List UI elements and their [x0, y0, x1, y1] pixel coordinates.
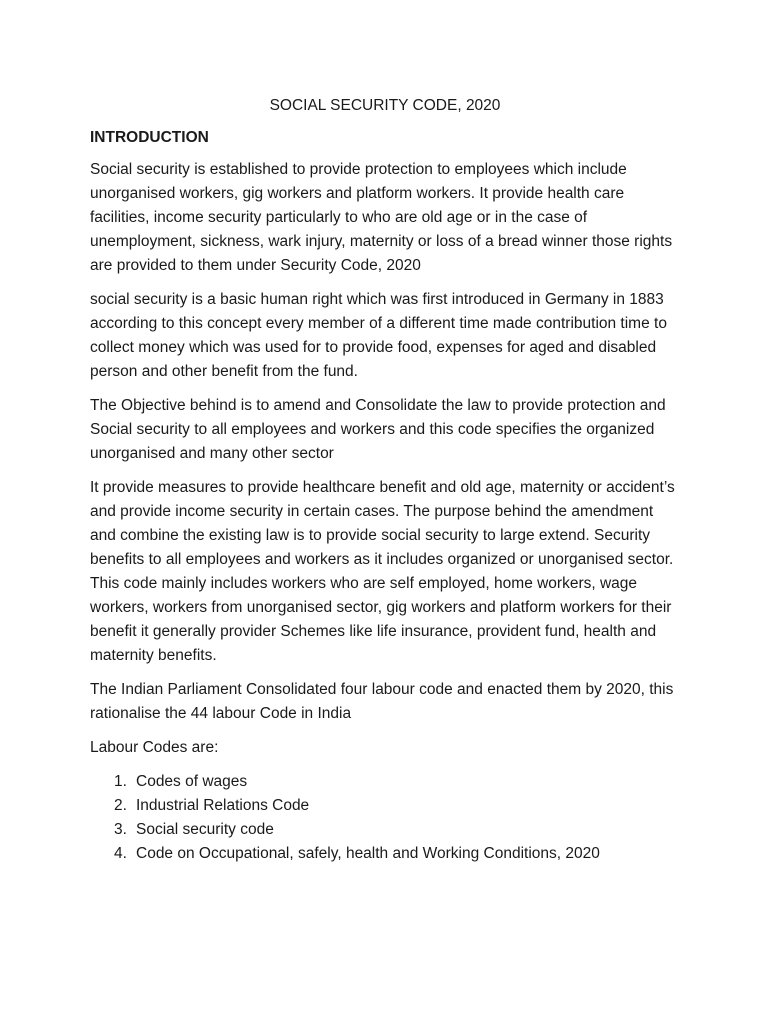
list-item-text: Industrial Relations Code — [136, 797, 310, 814]
list-item-text: Codes of wages — [136, 773, 248, 790]
paragraph: social security is a basic human right which was first introduced in Germany in 1883 according to this concept every member of a different time made contribution time to collect money which was used for to provide food, expenses for aged and disabled person and other benefit from the fund. — [90, 291, 667, 380]
list-number: 1. — [114, 773, 127, 790]
list-item — [90, 842, 680, 866]
section-heading: INTRODUCTION — [90, 129, 209, 146]
list-number: 2. — [114, 797, 127, 814]
paragraph: Labour Codes are: — [90, 739, 219, 756]
list-item — [90, 770, 680, 794]
labour-codes-list — [90, 770, 680, 866]
document-title: SOCIAL SECURITY CODE, 2020 — [269, 97, 501, 114]
list-item — [90, 794, 680, 818]
paragraph: The Indian Parliament Consolidated four labour code and enacted them by 2020, this rationalise the 44 labour Code in India — [90, 681, 674, 722]
paragraph: The Objective behind is to amend and Consolidate the law to provide protection and Social security to all employees and workers and this code specifies the organized unorganised and many other sector — [90, 397, 666, 462]
list-number: 4. — [114, 845, 127, 862]
document-page — [90, 94, 680, 866]
paragraph: It provide measures to provide healthcare benefit and old age, maternity or accident’s and provide income security in certain cases. The purpose behind the amendment and combine the existing law is to provide social security to large extend. Security benefits to all employees and workers as it includes organized or unorganised sector. This code mainly includes workers who are self employed, home workers, wage workers, workers from unorganised sector, gig workers and platform workers for their benefit it generally provider Schemes like life insurance, provident fund, health and maternity benefits. — [90, 479, 675, 664]
list-item — [90, 818, 680, 842]
list-number: 3. — [114, 821, 127, 838]
paragraph: Social security is established to provide protection to employees which include unorganised workers, gig workers and platform workers. It provide health care facilities, income security particularly to who are old age or in the case of unemployment, sickness, wark injury, maternity or loss of a bread winner those rights are provided to them under Security Code, 2020 — [90, 161, 673, 274]
list-item-text: Social security code — [136, 821, 274, 838]
list-item-text: Code on Occupational, safely, health and Working Conditions, 2020 — [136, 845, 600, 862]
